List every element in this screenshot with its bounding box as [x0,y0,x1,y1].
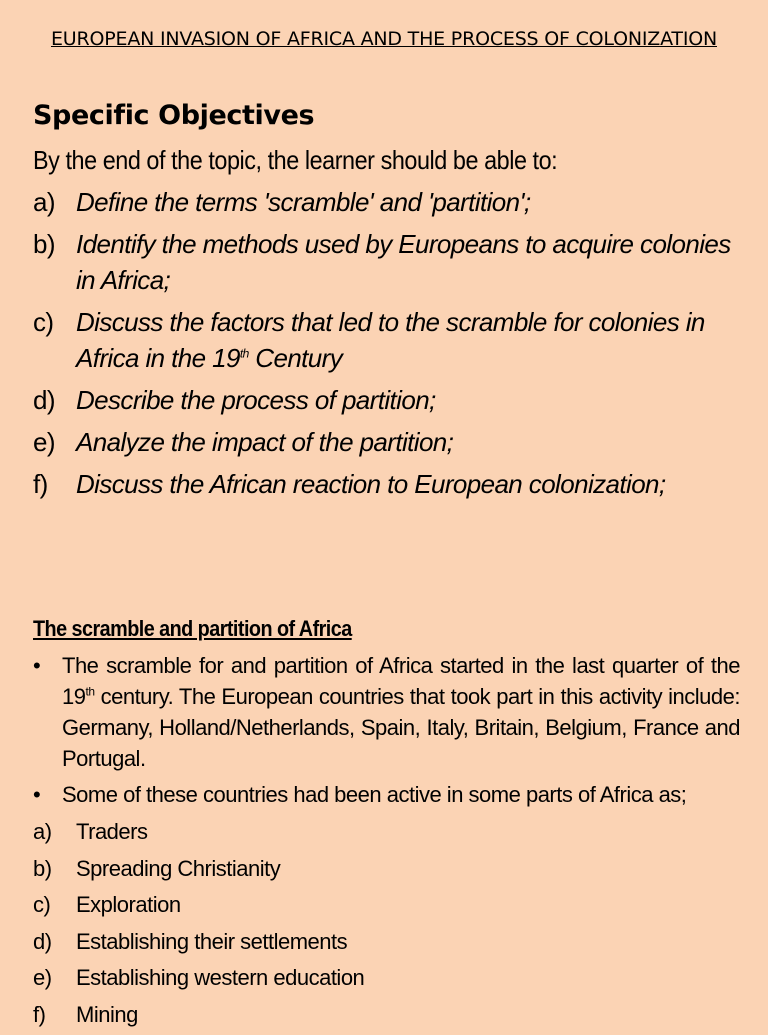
activities-list [33,816,364,1035]
activity-text: Mining [76,1001,138,1027]
bullet-text [62,650,740,774]
activity-text: Traders [76,819,148,844]
bullet-icon: • [33,653,41,678]
activity-marker: b) [33,855,52,881]
superscript: th [239,346,249,361]
activity-text: Spreading Christianity [76,855,281,881]
bullet-text-part: The scramble for and partition of Africa started in the last quarter of the 19 [62,653,740,709]
objective-text: Analyze the impact of the partition; [76,427,454,457]
objective-item-c [33,304,733,376]
objectives-intro: By the end of the topic, the learner should be able to: [33,145,558,175]
bullet-text-part: century. The European countries that took part in this activity include: Germany, Holland/Netherlands, Spain, Italy, Britain, Belgium, France and Portugal. [62,684,740,771]
activity-marker: d) [33,928,52,954]
bullet-icon: • [33,782,41,807]
bullet-text: Some of these countries had been active in some parts of Africa as; [62,782,687,807]
section-bullets [33,650,740,815]
objective-item-b [33,226,733,298]
activity-item [33,999,364,1030]
objective-marker: b) [33,229,55,259]
objective-item-d [33,382,733,418]
objective-marker: f) [33,469,48,499]
activity-text: Exploration [76,892,181,917]
objective-marker: e) [33,427,55,457]
bullet-item [33,779,740,810]
activity-item [33,889,364,920]
activity-marker: f) [33,1001,46,1027]
activity-item [33,853,364,884]
bullet-item [33,650,740,774]
objective-marker: c) [33,307,54,337]
activity-marker: a) [33,819,52,844]
objectives-heading: Specific Objectives [33,100,315,131]
objective-marker: d) [33,385,55,415]
activity-item [33,816,364,847]
document-title: EUROPEAN INVASION OF AFRICA AND THE PROCESS OF COLONIZATION [50,28,717,50]
activity-marker: e) [33,965,52,990]
objective-text-part: Discuss the factors that led to the scramble for colonies in Africa in the 19 [76,307,705,373]
objective-item-e [33,424,733,460]
objective-item-a [33,184,733,220]
superscript: th [85,684,95,699]
activity-text: Establishing western education [76,965,365,990]
objective-text [76,304,733,376]
activity-text: Establishing their settlements [76,928,348,954]
activity-marker: c) [33,892,51,917]
section-heading: The scramble and partition of Africa [33,616,352,641]
activity-item [33,962,364,993]
objective-text: Discuss the African reaction to European colonization; [76,469,666,499]
objective-marker: a) [33,187,55,217]
objective-item-f [33,466,733,502]
objective-text-part: Century [248,343,343,373]
objective-text: Define the terms 'scramble' and 'partition'; [76,187,531,217]
objective-text: Identify the methods used by Europeans to acquire colonies in Africa; [76,229,731,295]
objective-text: Describe the process of partition; [76,385,436,415]
activity-item [33,926,364,957]
objectives-list [33,184,733,508]
